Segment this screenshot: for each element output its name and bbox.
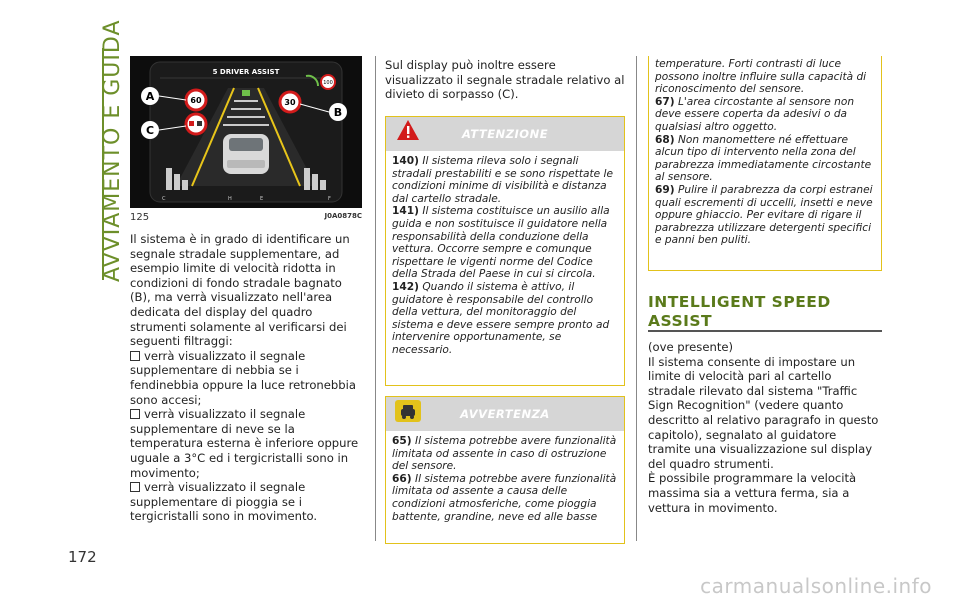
- label-a: A: [145, 90, 155, 103]
- col2-intro: Sul display può inoltre essere visualizzato il segnale stradale relativo al divieto di sorpasso (C).: [385, 58, 625, 102]
- checkbox-icon: [130, 482, 140, 492]
- figure-caption: [130, 212, 362, 223]
- column-3-body: [648, 340, 882, 515]
- checkbox-icon: [130, 409, 140, 419]
- caution-item: temperature. Forti contrasti di luce possono inoltre influire sulla capacità di riconoscimento del sensore.: [655, 58, 867, 96]
- caution-item: 69) Pulire il parabrezza da corpi estranei quali escrementi di uccelli, insetti e neve oppure ghiaccio. Per evitare di rigare il parabrezza utilizzare detergenti specifici e panni ben puliti.: [655, 183, 873, 247]
- column-2: [385, 58, 625, 102]
- attenzione-box: [385, 116, 625, 386]
- gauge-right-e: E: [260, 196, 264, 202]
- caution-item: 67) L'area circostante al sensore non deve essere coperta da adesivi o da qualsiasi altro oggetto.: [655, 95, 855, 133]
- warning-item: 141) Il sistema costituisce un ausilio alla guida e non sostituisce il guidatore nella responsabilità della conduzione della vettura. Occorre sempre e comunque rispettare le vigenti norme del Codice della Strada del Paese in cui si circola.: [392, 205, 610, 281]
- sign-b-value: 30: [284, 98, 296, 107]
- label-c: C: [145, 124, 155, 137]
- cluster-display-illustration: [130, 56, 362, 208]
- col1-bullet: verrà visualizzato il segnale supplementare di neve se la temperatura esterna è inferiore oppure uguale a 3°C ed i tergicristalli sono in movimento;: [130, 407, 359, 480]
- sign-a-value: 60: [190, 96, 202, 105]
- label-b: B: [333, 106, 343, 119]
- sign-top-value: 100: [323, 80, 333, 86]
- gauge-left-h: H: [228, 196, 232, 202]
- watermark: carmanualsonline.info: [700, 574, 932, 598]
- warning-item: 140) Il sistema rileva solo i segnali stradali prestabiliti e se sono rispettate le condizioni minime di visibilità e distanza dal cartello stradale.: [392, 155, 613, 205]
- attenzione-title: ATTENZIONE: [461, 127, 549, 141]
- gauge-left-c: C: [162, 196, 166, 202]
- avvertenza-continued-box: [648, 56, 882, 271]
- heading-rule: [648, 330, 882, 332]
- caution-item: 68) Non manomettere né effettuare alcun tipo di intervento nella zona del parabrezza immediatamente circostante al sensore.: [655, 133, 872, 184]
- column-1: [130, 232, 362, 524]
- figure-number: 125: [130, 212, 150, 223]
- gauge-right-f: F: [328, 196, 331, 202]
- caution-item: 65) Il sistema potrebbe avere funzionalità limitata od assente in caso di ostruzione del sensore.: [392, 435, 617, 473]
- caution-item: 66) Il sistema potrebbe avere funzionalità limitata od assente a causa delle condizioni atmosferiche, come pioggia battente, grandine, neve ed alle basse: [392, 472, 617, 523]
- avvertenza-box: [385, 396, 625, 544]
- attenzione-header: [386, 117, 624, 151]
- chapter-title: AVVIAMENTO E GUIDA: [100, 19, 125, 282]
- checkbox-icon: [130, 351, 140, 361]
- col1-intro: Il sistema è in grado di identificare un segnale stradale supplementare, ad esempio limite di velocità ridotta in condizioni di fondo stradale bagnato (B), ma verrà visualizzato nell'area dedicata del display del quadro strumenti solamente al verificarsi dei seguenti filtraggi:: [130, 232, 350, 349]
- isa-body: (ove presente) Il sistema consente di impostare un limite di velocità pari al cartello stradale rilevato dal sistema "Traffic Sign Recognition" (vedere quanto descritto al relativo paragrafo in questo capitolo), segnalato al guidatore tramite una visualizzazione sul display del quadro strumenti. È possibile programmare la velocità massima sia a vettura ferma, sia a vettura in movimento.: [648, 340, 879, 515]
- avvertenza-header: [386, 397, 624, 431]
- display-title: 5 DRIVER ASSIST: [212, 68, 280, 76]
- column-divider: [375, 56, 376, 541]
- driver-assist-figure: [130, 56, 362, 208]
- col1-bullet: verrà visualizzato il segnale supplementare di pioggia se i tergicristalli sono in movimento.: [130, 480, 318, 524]
- section-heading: INTELLIGENT SPEED ASSIST: [648, 293, 831, 330]
- warning-item: 142) Quando il sistema è attivo, il guidatore è responsabile del controllo della vettura, del monitoraggio del sistema e deve essere sempre pronto ad intervenire opportunamente, se necessario.: [392, 280, 610, 356]
- avvertenza-title: AVVERTENZA: [460, 407, 550, 421]
- page-number: 172: [68, 548, 97, 566]
- figure-code: J0A0878C: [324, 212, 362, 220]
- col1-bullet: verrà visualizzato il segnale supplementare di nebbia se i fendinebbia oppure la luce retronebbia sono accesi;: [130, 348, 356, 407]
- column-divider: [636, 56, 637, 541]
